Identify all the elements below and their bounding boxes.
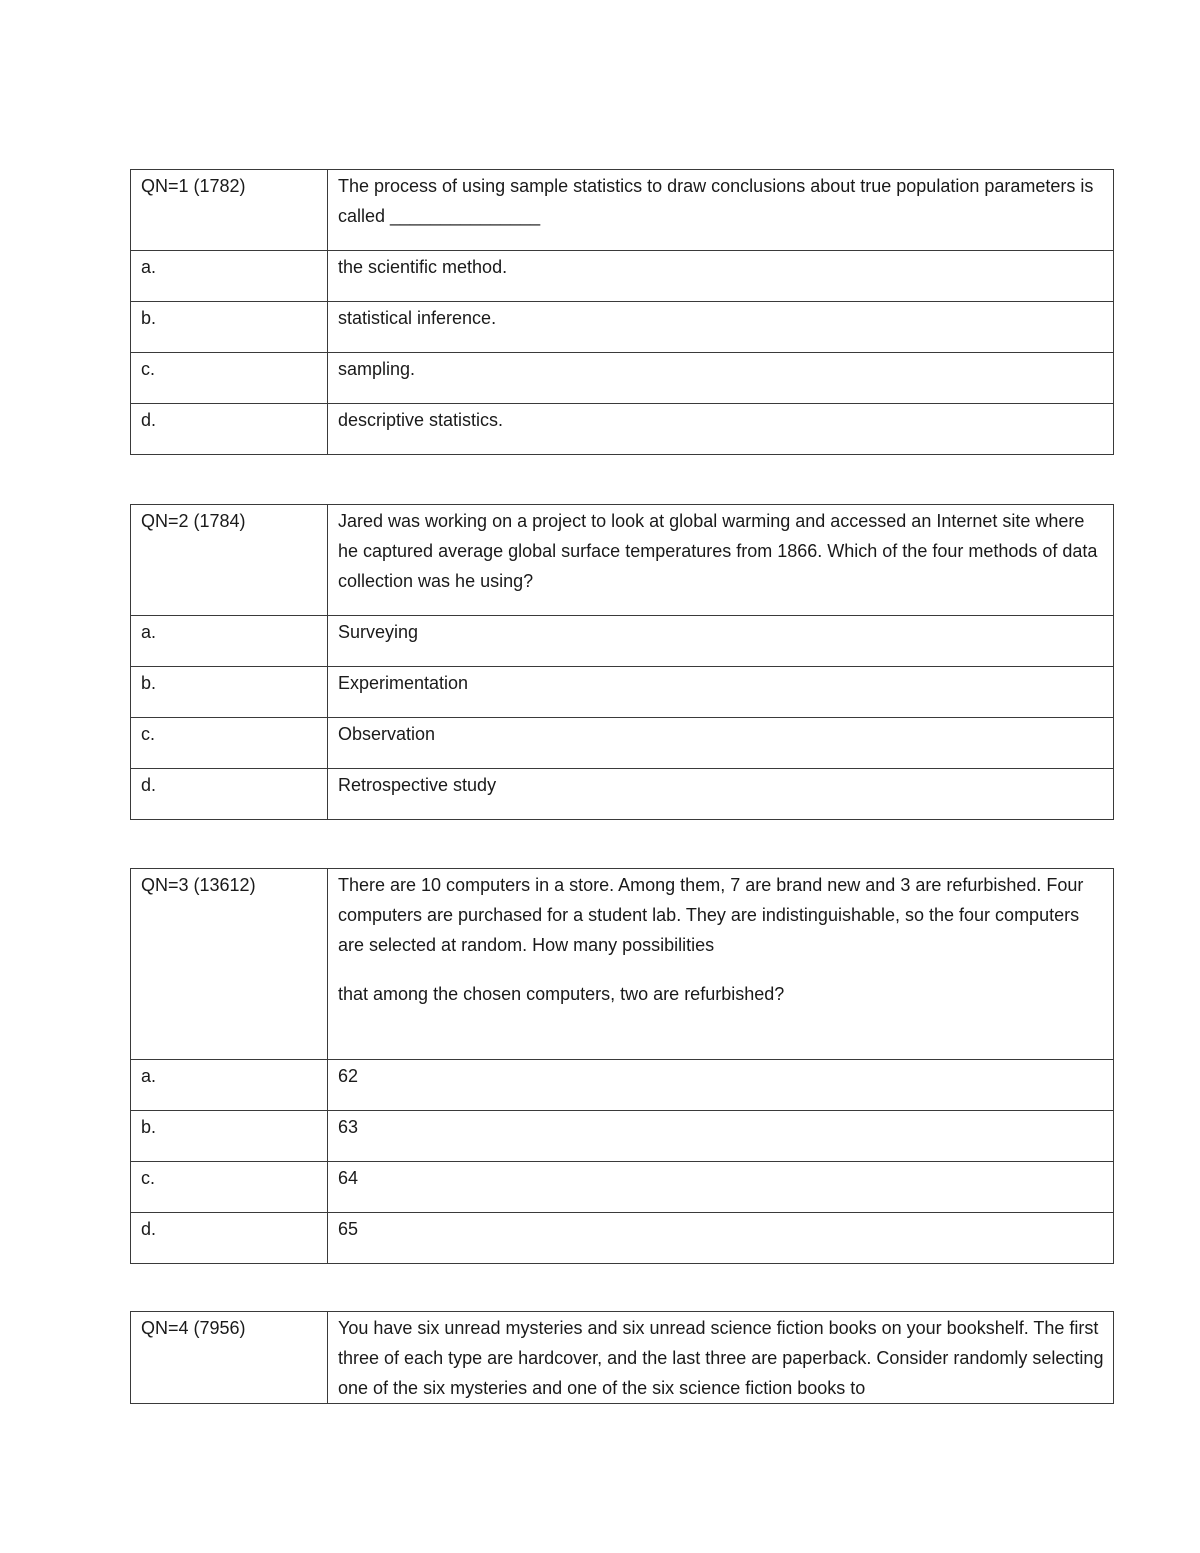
question-table-1 <box>130 169 1114 455</box>
question-text: The process of using sample statistics to draw conclusions about true population parameters is called _______________ <box>338 176 1094 226</box>
option-text: sampling. <box>328 353 1114 404</box>
option-row-c <box>131 353 1114 404</box>
option-letter: b. <box>131 302 328 353</box>
option-row-d <box>131 404 1114 455</box>
question-text-cell <box>328 869 1114 1060</box>
question-label: QN=3 (13612) <box>131 869 328 1060</box>
question-text: Jared was working on a project to look at global warming and accessed an Internet site where he captured average global surface temperatures from 1866. Which of the four methods of data collection was he using? <box>338 511 1098 591</box>
option-letter: a. <box>131 616 328 667</box>
option-text: Retrospective study <box>328 769 1114 820</box>
question-text: You have six unread mysteries and six unread science fiction books on your bookshelf. The first three of each type are hardcover, and the last three are paperback. Consider randomly selecting one of the six mysteries and one of the six science fiction books to <box>338 1318 1104 1398</box>
option-letter: a. <box>131 1060 328 1111</box>
option-text: Observation <box>328 718 1114 769</box>
question-label: QN=4 (7956) <box>131 1312 328 1404</box>
option-letter: d. <box>131 769 328 820</box>
question-table-2 <box>130 504 1114 820</box>
question-label: QN=2 (1784) <box>131 505 328 616</box>
option-text: descriptive statistics. <box>328 404 1114 455</box>
question-label: QN=1 (1782) <box>131 170 328 251</box>
question-row <box>131 869 1114 1060</box>
option-row-a <box>131 616 1114 667</box>
question-row <box>131 1312 1114 1404</box>
option-text: 63 <box>328 1111 1114 1162</box>
option-row-d <box>131 769 1114 820</box>
question-table-4 <box>130 1311 1114 1404</box>
option-text: statistical inference. <box>328 302 1114 353</box>
option-text: 64 <box>328 1162 1114 1213</box>
option-row-a <box>131 1060 1114 1111</box>
option-letter: a. <box>131 251 328 302</box>
option-letter: c. <box>131 718 328 769</box>
question-row <box>131 170 1114 251</box>
option-row-c <box>131 718 1114 769</box>
option-letter: d. <box>131 1213 328 1264</box>
option-row-d <box>131 1213 1114 1264</box>
option-text: Surveying <box>328 616 1114 667</box>
option-row-b <box>131 302 1114 353</box>
option-letter: c. <box>131 1162 328 1213</box>
option-row-a <box>131 251 1114 302</box>
option-letter: d. <box>131 404 328 455</box>
option-letter: b. <box>131 667 328 718</box>
question-text-cell <box>328 1312 1114 1404</box>
question-text: There are 10 computers in a store. Among them, 7 are brand new and 3 are refurbished. Four computers are purchased for a student lab. They are indistinguishable, so the four computers are selected at random. How many possibilities <box>338 875 1084 955</box>
option-text: the scientific method. <box>328 251 1114 302</box>
option-row-c <box>131 1162 1114 1213</box>
option-letter: b. <box>131 1111 328 1162</box>
option-row-b <box>131 667 1114 718</box>
question-text-cell <box>328 170 1114 251</box>
question-row <box>131 505 1114 616</box>
question-text-cell <box>328 505 1114 616</box>
question-table-3 <box>130 868 1114 1264</box>
option-text: 65 <box>328 1213 1114 1264</box>
option-text: 62 <box>328 1060 1114 1111</box>
option-row-b <box>131 1111 1114 1162</box>
option-letter: c. <box>131 353 328 404</box>
question-text-continued: that among the chosen computers, two are refurbished? <box>338 984 785 1004</box>
option-text: Experimentation <box>328 667 1114 718</box>
